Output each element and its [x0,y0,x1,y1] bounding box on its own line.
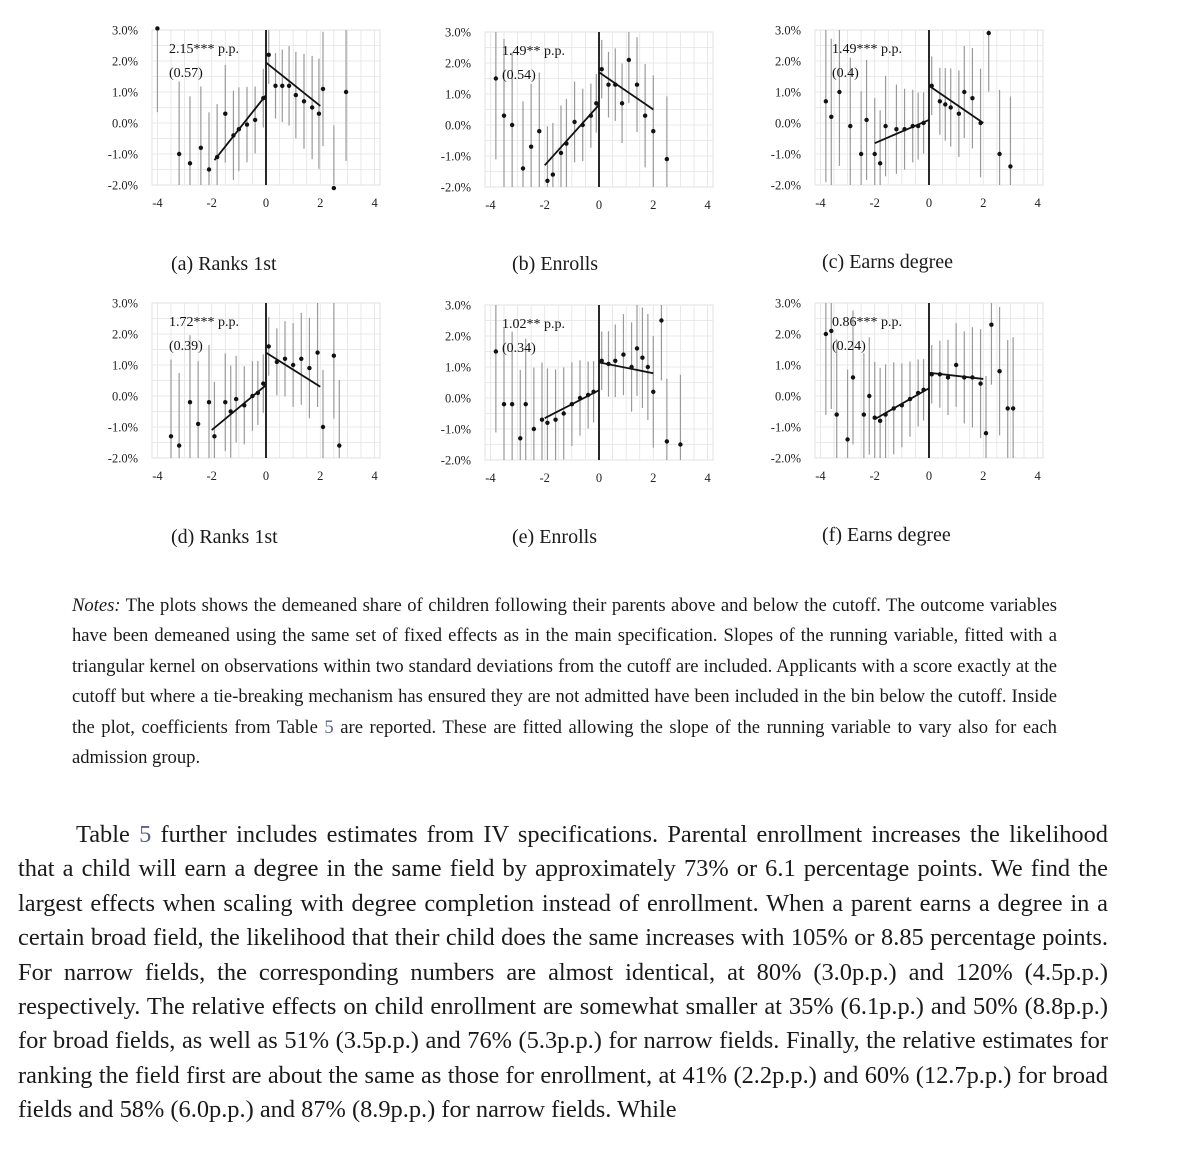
caption-a: (a) Ranks 1st [171,253,277,275]
data-point [930,84,934,88]
scatter-plot [95,298,425,483]
data-point [529,145,533,149]
y-tick-label: -2.0% [770,451,801,466]
caption-b: (b) Enrolls [512,253,599,275]
data-point [317,112,321,116]
figure-notes [72,591,1057,773]
data-point [196,422,200,426]
data-point [883,124,887,128]
data-point [250,394,254,398]
data-point [177,152,181,156]
data-point [540,418,544,422]
data-point [892,406,896,410]
y-tick-label: 0.0% [444,118,471,133]
y-tick-label: 0.0% [111,389,138,404]
data-point [665,439,669,443]
data-point [867,394,871,398]
x-tick-label: -2 [539,198,550,212]
y-tick-label: 2.0% [444,56,471,71]
data-point [212,434,216,438]
data-point [600,67,604,71]
data-point [1011,406,1015,410]
y-tick-label: 0.0% [111,116,138,131]
data-point [606,83,610,87]
data-point [864,118,868,122]
data-point [267,344,271,348]
data-point [862,412,866,416]
x-tick-label: 2 [650,198,657,212]
coefficient-label: 1.49** p.p. [502,44,565,59]
x-tick-label: 2 [650,471,657,485]
coefficient-label: 0.86*** p.p. [832,315,902,330]
x-tick-label: 0 [925,469,933,483]
data-point [562,411,566,415]
data-point [591,390,595,394]
y-tick-label: -2.0% [770,178,801,193]
y-tick-label: 1.0% [774,85,801,100]
y-tick-label: -1.0% [770,420,801,435]
plot-panel-b [428,27,758,212]
y-tick-label: -2.0% [440,180,471,195]
scatter-plot [428,300,758,485]
data-point [957,112,961,116]
notes-table-ref[interactable]: 5 [324,716,334,738]
data-point [916,124,920,128]
y-tick-label: 3.0% [774,298,801,311]
y-tick-label: 3.0% [111,25,138,38]
data-point [532,427,536,431]
data-point [332,354,336,358]
data-point [578,396,582,400]
x-tick-label: -2 [539,471,550,485]
x-tick-label: 0 [925,196,933,210]
data-point [229,409,233,413]
data-point [234,397,238,401]
y-tick-label: -1.0% [107,420,138,435]
data-point [651,129,655,133]
data-point [551,172,555,176]
x-tick-label: 4 [1034,469,1041,483]
standard-error-label: (0.57) [169,66,203,81]
data-point [510,123,514,127]
data-point [581,123,585,127]
data-point [635,346,639,350]
data-point [921,388,925,392]
data-point [559,151,563,155]
data-point [299,357,303,361]
data-point [600,359,604,363]
data-point [518,436,522,440]
data-point [502,402,506,406]
data-point [494,349,498,353]
plot-panel-f [758,298,1088,483]
y-tick-label: 2.0% [111,54,138,69]
data-point [275,360,279,364]
data-point [989,323,993,327]
data-point [911,124,915,128]
x-tick-label: -4 [485,198,496,212]
x-tick-label: -4 [485,471,496,485]
y-tick-label: 2.0% [774,54,801,69]
data-point [640,356,644,360]
standard-error-label: (0.39) [169,339,203,354]
data-point [646,365,650,369]
y-tick-label: 1.0% [111,358,138,373]
cut-off-heading [0,0,1200,16]
data-point [962,90,966,94]
notes-text-end: are reported. These are fitted allowing the slope of the running variable to vary also for each admission group. [72,716,1057,769]
data-point [873,152,877,156]
x-tick-label: 4 [371,469,378,483]
x-tick-label: 4 [704,471,711,485]
y-tick-label: 1.0% [444,360,471,375]
caption-f: (f) Earns degree [822,524,951,546]
coefficient-label: 1.02** p.p. [502,317,565,332]
y-tick-label: -2.0% [440,453,471,468]
scatter-plot [758,298,1088,483]
data-point [987,31,991,35]
y-tick-label: -2.0% [107,451,138,466]
data-point [572,120,576,124]
data-point [545,421,549,425]
data-point [294,93,298,97]
data-point [848,124,852,128]
data-point [678,442,682,446]
data-point [635,83,639,87]
x-tick-label: 0 [262,469,270,483]
y-tick-label: 3.0% [111,298,138,311]
data-point [261,381,265,385]
data-point [835,412,839,416]
x-tick-label: -4 [152,196,163,210]
y-tick-label: -1.0% [770,147,801,162]
data-point [946,375,950,379]
x-tick-label: 4 [704,198,711,212]
data-point [878,161,882,165]
data-point [502,114,506,118]
data-point [621,352,625,356]
caption-e: (e) Enrolls [512,526,597,548]
x-tick-label: 0 [262,196,270,210]
data-point [207,167,211,171]
standard-error-label: (0.24) [832,339,866,354]
y-tick-label: 0.0% [444,391,471,406]
coefficient-label: 2.15*** p.p. [169,42,239,57]
y-tick-label: -1.0% [440,422,471,437]
data-point [878,419,882,423]
data-point [242,403,246,407]
standard-error-label: (0.4) [832,66,859,81]
data-point [524,402,528,406]
data-point [199,146,203,150]
y-tick-label: 1.0% [111,85,138,100]
data-point [916,391,920,395]
x-tick-label: 2 [980,196,987,210]
data-point [169,434,173,438]
plot-panel-d [95,298,425,483]
data-point [494,76,498,80]
data-point [564,141,568,145]
data-point [188,400,192,404]
y-tick-label: 2.0% [774,327,801,342]
data-point [332,186,336,190]
data-point [307,366,311,370]
data-point [613,83,617,87]
data-point [237,127,241,131]
data-point [949,105,953,109]
data-point [586,393,590,397]
plot-panel-a [95,25,425,210]
data-point [908,397,912,401]
y-tick-label: 2.0% [444,329,471,344]
data-point [273,84,277,88]
data-point [337,443,341,447]
data-point [223,400,227,404]
scatter-plot [428,27,758,212]
x-tick-label: -4 [815,469,826,483]
data-point [620,101,624,105]
plot-panel-e [428,300,758,485]
data-point [553,418,557,422]
caption-c: (c) Earns degree [822,251,954,273]
y-tick-label: 1.0% [444,87,471,102]
data-point [845,437,849,441]
data-point [1006,406,1010,410]
data-point [954,363,958,367]
x-tick-label: -4 [152,469,163,483]
data-point [930,372,934,376]
data-point [261,96,265,100]
body-paragraph [18,818,1108,1128]
data-point [659,318,663,322]
data-point [665,157,669,161]
y-tick-label: -2.0% [107,178,138,193]
data-point [537,129,541,133]
x-tick-label: -2 [206,196,217,210]
body-table-ref[interactable]: 5 [139,821,152,848]
data-point [594,101,598,105]
y-tick-label: -1.0% [107,147,138,162]
data-point [962,375,966,379]
plot-panel-c [758,25,1088,210]
x-tick-label: 0 [595,198,603,212]
data-point [310,105,314,109]
notes-label: Notes: [72,595,121,616]
x-tick-label: 4 [1034,196,1041,210]
data-point [589,114,593,118]
data-point [883,412,887,416]
x-tick-label: -2 [869,196,880,210]
x-tick-label: 2 [980,469,987,483]
data-point [921,121,925,125]
data-point [545,179,549,183]
y-tick-label: 3.0% [444,27,471,40]
x-tick-label: 4 [371,196,378,210]
data-point [155,26,159,30]
data-point [321,87,325,91]
data-point [629,365,633,369]
data-point [606,362,610,366]
standard-error-label: (0.34) [502,341,536,356]
data-point [1008,164,1012,168]
data-point [873,416,877,420]
data-point [253,118,257,122]
data-point [938,99,942,103]
y-tick-label: -1.0% [440,149,471,164]
data-point [970,375,974,379]
data-point [231,133,235,137]
x-tick-label: -4 [815,196,826,210]
data-point [894,127,898,131]
data-point [970,96,974,100]
data-point [280,84,284,88]
y-tick-label: 2.0% [111,327,138,342]
y-tick-label: 0.0% [774,389,801,404]
data-point [943,102,947,106]
coefficient-label: 1.49*** p.p. [832,42,902,57]
data-point [570,402,574,406]
data-point [321,425,325,429]
data-point [851,375,855,379]
y-tick-label: 1.0% [774,358,801,373]
data-point [177,443,181,447]
data-point [627,58,631,62]
data-point [283,357,287,361]
data-point [291,363,295,367]
scatter-plot [758,25,1088,210]
data-point [900,403,904,407]
body-start: Table [76,821,140,848]
data-point [287,84,291,88]
data-point [984,431,988,435]
data-point [245,122,249,126]
y-tick-label: 3.0% [444,300,471,313]
coefficient-label: 1.72*** p.p. [169,315,239,330]
data-point [978,381,982,385]
data-point [315,350,319,354]
x-tick-label: 2 [317,469,324,483]
notes-text: The plots shows the demeaned share of children following their parents above and below the cutoff. The outcome variables have been demeaned using the same set of fixed effects as in the main specification. Slopes of the running variable, fitted with a triangular kernel on observations within two standard deviations from the cutoff are included. Applicants with a score exactly at the cutoff but where a tie-breaking mechanism has ensured they are not admitted have been included in the bin below the cutoff. Inside the plot, coefficients from Table [72,595,1057,738]
data-point [859,152,863,156]
data-point [651,390,655,394]
scatter-plot [95,25,425,210]
data-point [188,161,192,165]
y-tick-label: 3.0% [774,25,801,38]
data-point [302,99,306,103]
data-point [256,391,260,395]
data-point [902,127,906,131]
data-point [510,402,514,406]
data-point [824,332,828,336]
data-point [643,114,647,118]
y-tick-label: 0.0% [774,116,801,131]
standard-error-label: (0.54) [502,68,536,83]
data-point [938,372,942,376]
data-point [613,359,617,363]
data-point [521,166,525,170]
data-point [267,53,271,57]
data-point [837,90,841,94]
data-point [207,400,211,404]
data-point [997,152,1001,156]
x-tick-label: 2 [317,196,324,210]
x-tick-label: -2 [206,469,217,483]
x-tick-label: 0 [595,471,603,485]
data-point [344,90,348,94]
data-point [829,115,833,119]
body-text: further includes estimates from IV specifications. Parental enrollment increases the likelihood that a child will earn a degree in the same field by approximately 73% or 6.1 percentage points. We find the largest effects when scaling with degree completion instead of enrollment. When a parent earns a degree in a certain broad field, the likelihood that their child does the same increases with 105% or 8.85 percentage points. For narrow fields, the corresponding numbers are almost identical, at 80% (3.0p.p.) and 120% (4.5p.p.) respectively. The relative effects on child enrollment are somewhat smaller at 35% (6.1p.p.) and 50% (8.8p.p.) for broad fields, as well as 51% (3.5p.p.) and 76% (5.3p.p.) for narrow fields. Finally, the relative estimates for ranking the field first are about the same as those for enrollment, at 41% (2.2p.p.) and 60% (12.7p.p.) for broad fields and 58% (6.0p.p.) and 87% (8.9p.p.) for narrow fields. While [18,821,1109,1124]
data-point [824,99,828,103]
x-tick-label: -2 [869,469,880,483]
caption-d: (d) Ranks 1st [171,526,278,548]
data-point [978,121,982,125]
data-point [997,369,1001,373]
data-point [215,155,219,159]
data-point [223,112,227,116]
